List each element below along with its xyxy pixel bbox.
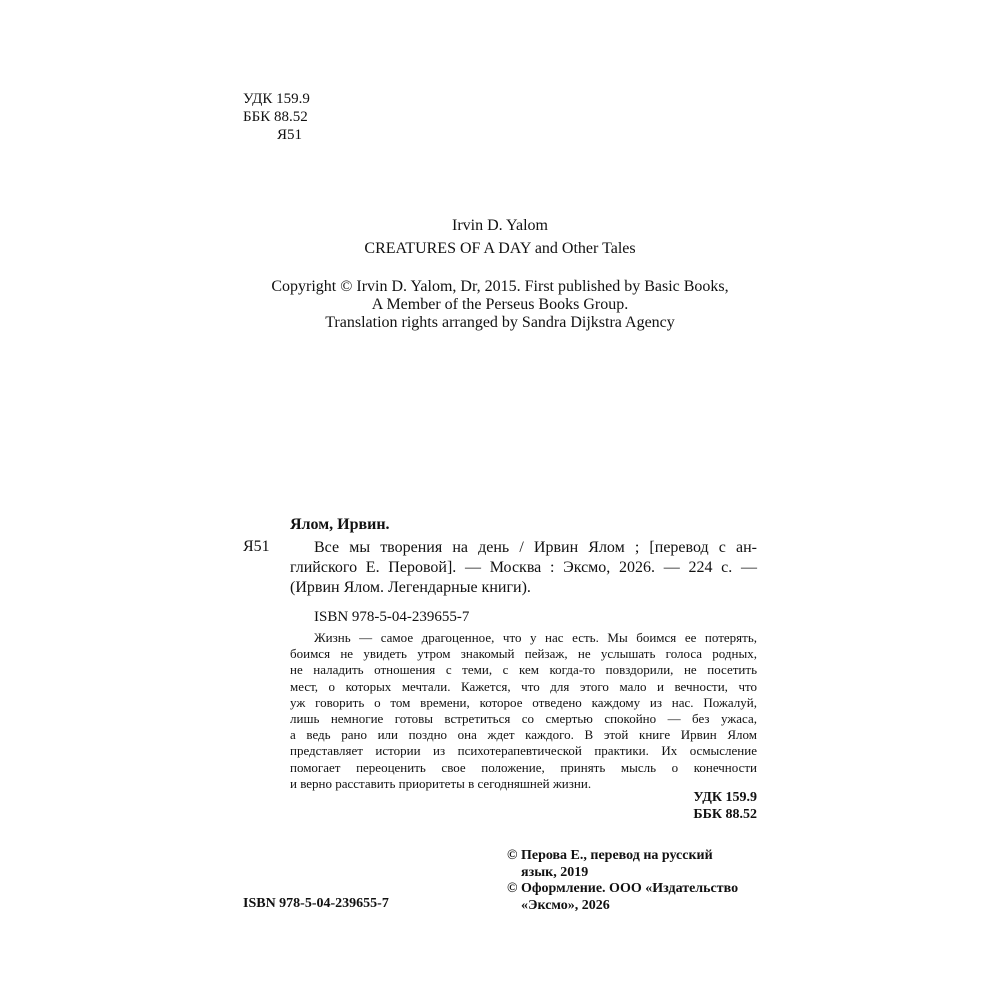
- bib-line: глийского Е. Перовой]. — Москва : Эксмо, 2026. — 224 с. —: [290, 559, 757, 576]
- catalog-isbn: ISBN 978-5-04-239655-7: [314, 609, 470, 625]
- copyright-notice: [0, 278, 1000, 332]
- annotation-line: Жизнь — самое драгоценное, что у нас есть. Мы боимся ее потерять,: [314, 630, 757, 645]
- bib-line: Все мы творения на день / Ирвин Ялом ; [перевод с ан-: [314, 539, 757, 556]
- catalog-udk: УДК 159.9: [693, 790, 757, 805]
- annotation-line: не наладить отношения с теми, с кем когда-то повздорили, не посетить: [290, 662, 757, 678]
- annotation-line: и верно расставить приоритеты в сегодняшней жизни.: [290, 775, 592, 791]
- catalog-bbk: ББК 88.52: [693, 807, 757, 822]
- translation-copyright-cont: язык, 2019: [521, 864, 589, 880]
- annotation-line: мест, о которых мечтали. Кажется, что для этого мало и вечности, что: [290, 678, 757, 694]
- classification-codes: [243, 90, 310, 144]
- author-mark: Я51: [277, 127, 303, 143]
- annotation-line: а ведь рано или поздно она ждет каждого. В этой книге Ирвин Ялом: [290, 727, 757, 743]
- catalog-author-heading: Ялом, Ирвин.: [290, 516, 390, 533]
- bibliographic-description: [290, 538, 757, 598]
- copyright-line: Copyright © Irvin D. Yalom, Dr, 2015. First published by Basic Books,: [271, 278, 729, 295]
- bib-line: (Ирвин Ялом. Легендарные книги).: [290, 579, 531, 596]
- udk-code: УДК 159.9: [243, 91, 310, 107]
- copyright-line: Translation rights arranged by Sandra Dijkstra Agency: [325, 314, 675, 331]
- russian-copyright: [507, 848, 767, 914]
- original-title: CREATURES OF A DAY and Other Tales: [364, 240, 636, 257]
- annotation-line: уж говорить о том времени, которое отведено каждому из нас. Пожалуй,: [290, 694, 757, 710]
- annotation-line: лишь немногие готовы встретиться со смертью спокойно — без ужаса,: [290, 711, 757, 727]
- annotation-line: боимся не увидеть утром знакомый пейзаж, не услышать голоса родных,: [290, 646, 757, 662]
- isbn-bottom: ISBN 978-5-04-239655-7: [243, 896, 389, 911]
- annotation-line: представляет истории из психотерапевтической практики. Их осмысление: [290, 743, 757, 759]
- annotation-line: помогает переоценить свое положение, принять мысль о конечности: [290, 759, 757, 775]
- design-copyright: © Оформление. ООО «Издательство: [507, 881, 739, 896]
- original-author: Irvin D. Yalom: [451, 217, 548, 234]
- catalog-codes: [600, 789, 757, 823]
- translation-copyright: © Перова Е., перевод на русский: [507, 848, 713, 863]
- copyright-line: A Member of the Perseus Books Group.: [371, 296, 629, 313]
- annotation: [290, 630, 757, 792]
- design-copyright-cont: «Эксмо», 2026: [521, 897, 610, 913]
- catalog-index-code: Я51: [243, 538, 270, 555]
- bbk-code: ББК 88.52: [243, 109, 308, 125]
